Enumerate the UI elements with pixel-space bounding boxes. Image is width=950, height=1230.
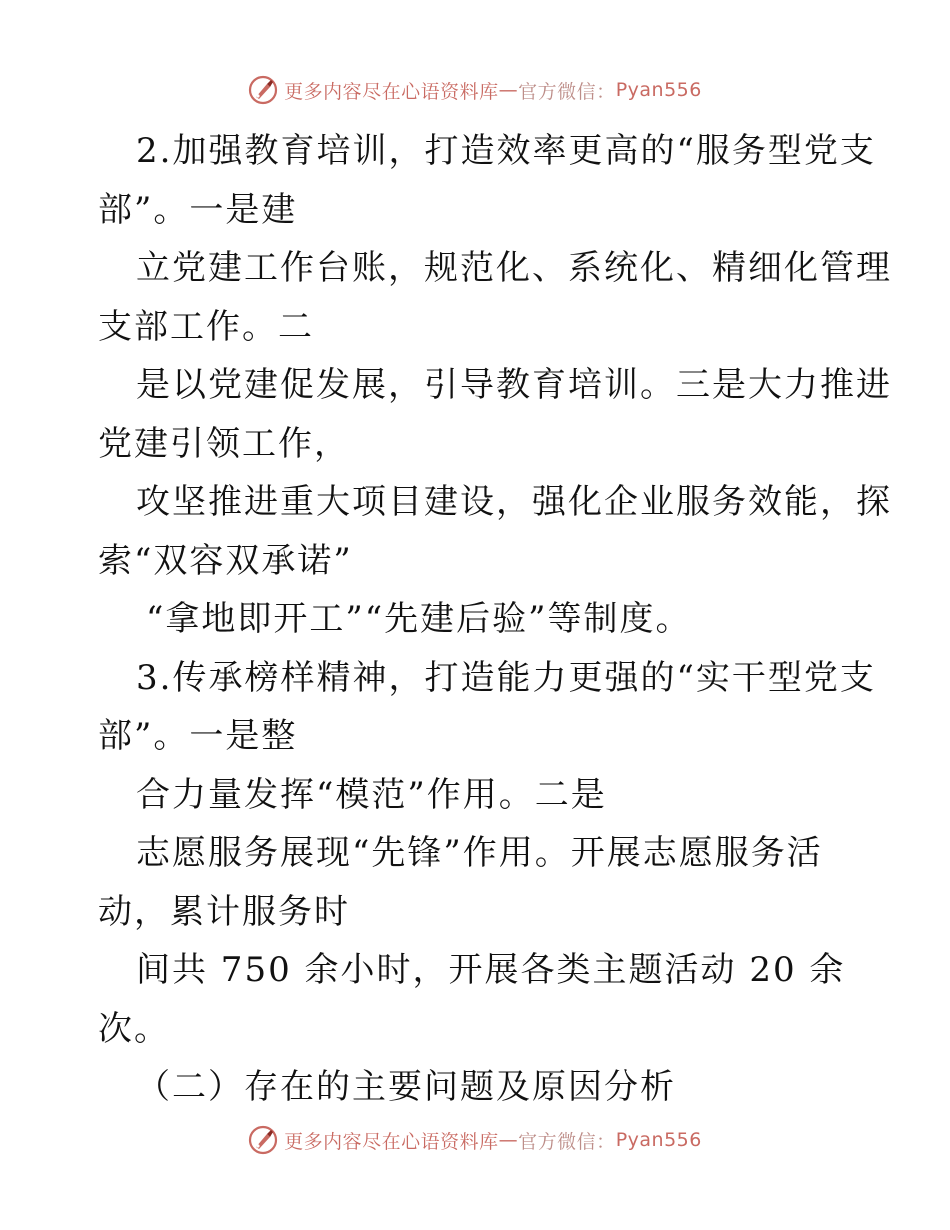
watermark-official-label: 官方微信： bbox=[518, 80, 616, 103]
header-watermark bbox=[0, 70, 950, 110]
watermark-text: 更多内容尽在心语资料库 bbox=[284, 1130, 499, 1153]
paragraph-line: 攻坚推进重大项目建设，强化企业服务效能，探 bbox=[136, 482, 892, 522]
paragraph-line: 索“双容双承诺” bbox=[98, 540, 353, 581]
quill-pen-logo-icon bbox=[248, 75, 278, 105]
document-body bbox=[98, 122, 892, 1117]
watermark-separator: — bbox=[498, 79, 519, 101]
watermark-text: 更多内容尽在心语资料库 bbox=[284, 80, 499, 103]
paragraph-line: 党建引领工作， bbox=[98, 423, 350, 464]
paragraph-line: 部”。一是整 bbox=[98, 716, 298, 756]
paragraph-line: 部”。一是建 bbox=[98, 189, 298, 230]
paragraph-line: 是以党建促发展，引导教育培训。三是大力推进 bbox=[136, 365, 892, 405]
paragraph-line: 动，累计服务时 bbox=[98, 891, 350, 932]
paragraph-line: 次。 bbox=[98, 1008, 170, 1049]
paragraph-line: 支部工作。二 bbox=[98, 306, 314, 347]
watermark-official-label: 官方微信： bbox=[518, 1130, 616, 1153]
paragraph-line: 志愿服务展现“先锋”作用。开展志愿服务活 bbox=[136, 833, 823, 873]
section-heading: （二）存在的主要问题及原因分析 bbox=[136, 1067, 676, 1107]
paragraph-line: 2.加强教育培训，打造效率更高的“服务型党支 bbox=[136, 131, 876, 171]
quill-pen-logo-icon bbox=[248, 1125, 278, 1155]
paragraph-line: 间共 750 余小时，开展各类主题活动 20 余 bbox=[136, 950, 846, 990]
footer-watermark bbox=[0, 1120, 950, 1160]
watermark-wechat-id: Pyan556 bbox=[615, 79, 702, 101]
paragraph-line: 3.传承榜样精神，打造能力更强的“实干型党支 bbox=[136, 657, 876, 698]
paragraph-line: “拿地即开工”“先建后验”等制度。 bbox=[146, 599, 692, 639]
paragraph-line: 立党建工作台账，规范化、系统化、精细化管理 bbox=[136, 248, 892, 288]
watermark-separator: — bbox=[498, 1129, 519, 1151]
watermark-wechat-id: Pyan556 bbox=[615, 1129, 702, 1151]
paragraph-line: 合力量发挥“模范”作用。二是 bbox=[136, 774, 607, 815]
